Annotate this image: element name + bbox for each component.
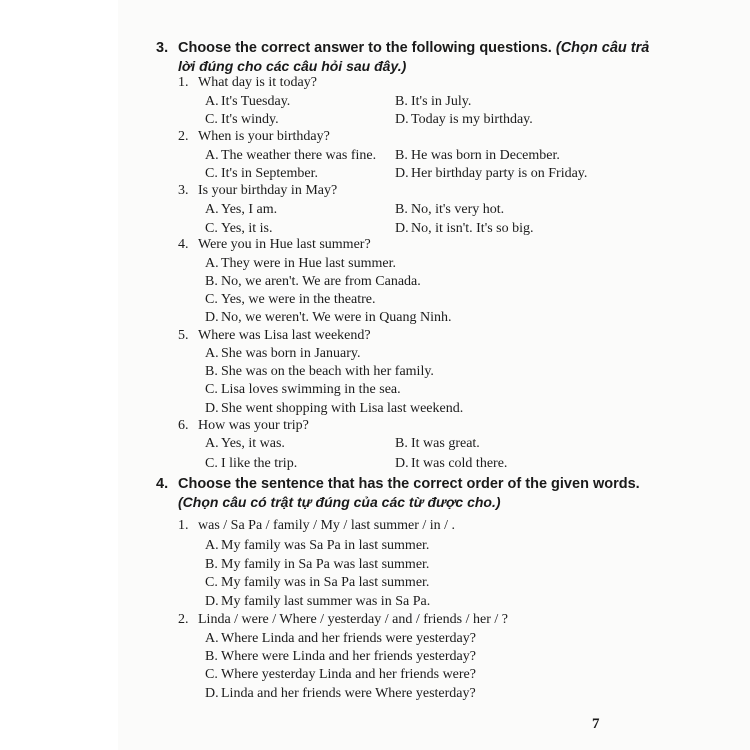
option-text: It's Tuesday. — [221, 94, 291, 109]
s3-q2-option-d — [395, 166, 587, 182]
s3-question-2 — [178, 129, 330, 145]
option-text: She went shopping with Lisa last weekend. — [221, 401, 464, 416]
s4-question-1 — [178, 518, 455, 534]
option-letter: C. — [205, 166, 218, 181]
option-text: No, we weren't. We were in Quang Ninh. — [221, 310, 452, 325]
s3-q6-option-d — [395, 456, 507, 472]
option-text: No, it isn't. It's so big. — [411, 221, 534, 236]
s3-q4-text: Were you in Hue last summer? — [198, 237, 371, 252]
s4-q1-option-c — [205, 575, 429, 591]
s4-q1-text: was / Sa Pa / family / My / last summer / in / . — [198, 518, 456, 533]
s3-q3-text: Is your birthday in May? — [198, 183, 338, 198]
option-text: Yes, we were in the theatre. — [221, 292, 376, 307]
s3-question-5 — [178, 328, 371, 344]
section-3-title-vi-b: lời đúng cho các câu hỏi sau đây.) — [178, 58, 407, 74]
option-text: Yes, I am. — [221, 202, 278, 217]
s4-q2-option-c — [205, 667, 476, 683]
option-text: Today is my birthday. — [411, 112, 533, 127]
s4-q2-option-d — [205, 686, 476, 702]
option-letter: D. — [205, 310, 219, 325]
option-letter: A. — [205, 148, 219, 163]
s3-q5-option-c — [205, 382, 401, 398]
option-letter: A. — [205, 202, 219, 217]
s3-q3-option-b — [395, 202, 504, 218]
option-letter: A. — [205, 436, 219, 451]
s3-q4-number: 4. — [178, 237, 189, 252]
option-text: Yes, it was. — [221, 436, 285, 451]
option-text: No, it's very hot. — [411, 202, 505, 217]
option-text: Where Linda and her friends were yesterday? — [221, 631, 476, 646]
option-letter: D. — [205, 686, 219, 701]
s3-q6-option-a — [205, 436, 285, 452]
s4-q2-option-b — [205, 649, 476, 665]
s4-question-2 — [178, 612, 508, 628]
s3-q5-option-a — [205, 346, 360, 362]
section-3-heading — [156, 40, 649, 56]
s3-q4-option-b — [205, 274, 421, 290]
s3-q2-option-c — [205, 166, 318, 182]
s4-q2-number: 2. — [178, 612, 189, 627]
option-letter: B. — [205, 649, 218, 664]
s3-q3-option-a — [205, 202, 277, 218]
s4-q2-text: Linda / were / Where / yesterday / and / friends / her / ? — [198, 612, 508, 627]
s3-q2-text: When is your birthday? — [198, 129, 330, 144]
option-text: I like the trip. — [221, 456, 298, 471]
s3-q4-option-d — [205, 310, 452, 326]
option-letter: B. — [205, 557, 218, 572]
s3-question-1 — [178, 75, 317, 91]
option-letter: D. — [395, 112, 409, 127]
option-letter: A. — [205, 538, 219, 553]
option-text: My family was Sa Pa in last summer. — [221, 538, 430, 553]
section-3-title: Choose the correct answer to the following questions. — [178, 40, 552, 56]
option-letter: D. — [395, 221, 409, 236]
s3-q2-option-a — [205, 148, 376, 164]
option-text: She was on the beach with her family. — [221, 364, 434, 379]
s4-q1-option-a — [205, 538, 429, 554]
s3-q2-option-b — [395, 148, 560, 164]
option-letter: D. — [205, 594, 219, 609]
option-text: Where yesterday Linda and her friends were? — [221, 667, 476, 682]
section-4-number: 4. — [156, 476, 169, 492]
s3-q5-number: 5. — [178, 328, 189, 343]
s3-q1-option-d — [395, 112, 533, 128]
option-letter: B. — [395, 202, 408, 217]
option-text: Linda and her friends were Where yesterday? — [221, 686, 476, 701]
s3-q5-text: Where was Lisa last weekend? — [198, 328, 371, 343]
option-letter: C. — [205, 112, 218, 127]
s3-q3-number: 3. — [178, 183, 189, 198]
option-letter: A. — [205, 631, 219, 646]
option-letter: C. — [205, 456, 218, 471]
s3-q1-option-c — [205, 112, 279, 128]
s3-question-4 — [178, 237, 371, 253]
option-text: She was born in January. — [221, 346, 361, 361]
s3-q6-number: 6. — [178, 418, 189, 433]
option-letter: C. — [205, 382, 218, 397]
option-text: Lisa loves swimming in the sea. — [221, 382, 401, 397]
option-letter: B. — [395, 436, 408, 451]
s4-q1-option-b — [205, 557, 429, 573]
s3-q3-option-c — [205, 221, 273, 237]
section-3-number: 3. — [156, 40, 169, 56]
option-letter: D. — [395, 456, 409, 471]
section-4-title: Choose the sentence that has the correct order of the given words. — [178, 476, 640, 492]
option-text: He was born in December. — [411, 148, 560, 163]
s4-q1-option-d — [205, 594, 430, 610]
s3-q2-number: 2. — [178, 129, 189, 144]
option-text: The weather there was fine. — [221, 148, 377, 163]
section-3-title-vi-a: (Chọn câu trả — [555, 40, 650, 56]
s3-question-6 — [178, 418, 309, 434]
s3-q1-option-a — [205, 94, 290, 110]
option-letter: A. — [205, 94, 219, 109]
option-letter: A. — [205, 346, 219, 361]
option-text: My family was in Sa Pa last summer. — [221, 575, 430, 590]
s3-q1-number: 1. — [178, 75, 189, 90]
option-text: It's windy. — [221, 112, 279, 127]
s3-q5-option-b — [205, 364, 434, 380]
s3-q6-option-b — [395, 436, 480, 452]
s3-q1-text: What day is it today? — [198, 75, 317, 90]
s4-q2-option-a — [205, 631, 476, 647]
s3-q3-option-d — [395, 221, 534, 237]
option-letter: C. — [205, 292, 218, 307]
option-text: Where were Linda and her friends yesterday? — [221, 649, 476, 664]
option-text: They were in Hue last summer. — [221, 256, 396, 271]
option-text: It was cold there. — [411, 456, 508, 471]
page-number: 7 — [592, 716, 600, 732]
option-letter: A. — [205, 256, 219, 271]
s3-q4-option-c — [205, 292, 375, 308]
option-text: Her birthday party is on Friday. — [411, 166, 588, 181]
s3-q4-option-a — [205, 256, 396, 272]
section-4-heading — [156, 476, 640, 492]
option-text: Yes, it is. — [221, 221, 273, 236]
s3-question-3 — [178, 183, 337, 199]
option-letter: B. — [395, 148, 408, 163]
option-letter: B. — [395, 94, 408, 109]
option-letter: C. — [205, 575, 218, 590]
option-letter: D. — [395, 166, 409, 181]
option-text: My family in Sa Pa was last summer. — [221, 557, 430, 572]
option-letter: D. — [205, 401, 219, 416]
option-text: My family last summer was in Sa Pa. — [221, 594, 431, 609]
s3-q6-text: How was your trip? — [198, 418, 309, 433]
option-text: No, we aren't. We are from Canada. — [221, 274, 421, 289]
section-4-title-vi: (Chọn câu có trật tự đúng của các từ được cho.) — [178, 494, 501, 510]
s3-q1-option-b — [395, 94, 471, 110]
option-text: It's in July. — [411, 94, 472, 109]
s3-q5-option-d — [205, 401, 463, 417]
option-letter: C. — [205, 221, 218, 236]
option-letter: C. — [205, 667, 218, 682]
s3-q6-option-c — [205, 456, 297, 472]
option-letter: B. — [205, 274, 218, 289]
option-letter: B. — [205, 364, 218, 379]
option-text: It's in September. — [221, 166, 319, 181]
s4-q1-number: 1. — [178, 518, 189, 533]
option-text: It was great. — [411, 436, 480, 451]
